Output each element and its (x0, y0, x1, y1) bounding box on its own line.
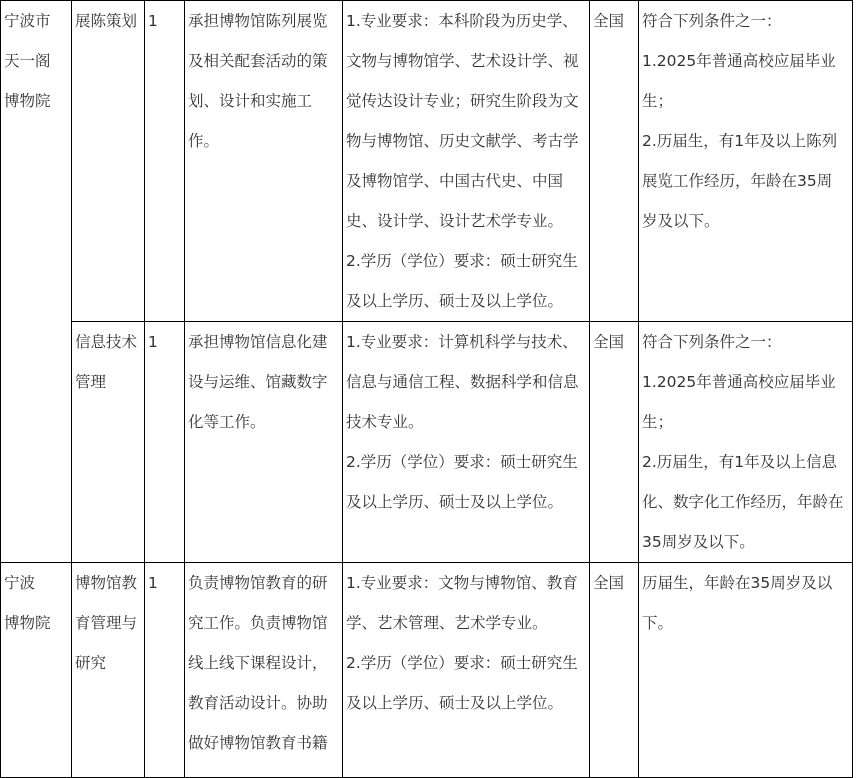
table-row (1, 322, 853, 563)
condition-cell: 历届生，年龄在35周岁及以 下。 (639, 563, 853, 778)
condition-cell: 符合下列条件之一： 1.2025年普通高校应届毕业 生； 2.历届生，有1年及以上陈列 展览工作经历，年龄在35周 岁及以下。 (639, 1, 853, 322)
requirement-cell: 1.专业要求：本科阶段为历史学、 文物与博物馆学、艺术设计学、视 觉传达设计专业；研究生阶段为文 物与博物馆、历史文献学、考古学 及博物馆学、中国古代史、中国 史、设计学、设计艺术学专业。 2.学历（学位）要求：硕士研究生 及以上学历、硕士及以上学位。 (343, 1, 590, 322)
count-cell: 1 (145, 322, 185, 563)
count-cell: 1 (145, 563, 185, 778)
position-cell: 博物馆教 育管理与 研究 (72, 563, 145, 778)
position-cell: 展陈策划 (72, 1, 145, 322)
requirement-cell: 1.专业要求：文物与博物馆、教育 学、艺术管理、艺术学专业。 2.学历（学位）要求：硕士研究生 及以上学历、硕士及以上学位。 (343, 563, 590, 778)
duty-cell: 承担博物馆信息化建 设与运维、馆藏数字 化等工作。 (185, 322, 343, 563)
scope-cell: 全国 (590, 563, 639, 778)
duty-cell: 负责博物馆教育的研 究工作。负责博物馆 线上线下课程设计， 教育活动设计。协助 做好博物馆教育书籍 (185, 563, 343, 778)
requirement-cell: 1.专业要求：计算机科学与技术、 信息与通信工程、数据科学和信息 技术专业。 2.学历（学位）要求：硕士研究生 及以上学历、硕士及以上学位。 (343, 322, 590, 563)
table-row (1, 563, 853, 778)
unit-cell: 宁波 博物院 (1, 563, 72, 778)
unit-cell: 宁波市 天一阁 博物院 (1, 1, 72, 563)
count-cell: 1 (145, 1, 185, 322)
condition-cell: 符合下列条件之一： 1.2025年普通高校应届毕业 生； 2.历届生，有1年及以上信息 化、数字化工作经历，年龄在 35周岁及以下。 (639, 322, 853, 563)
duty-cell: 承担博物馆陈列展览 及相关配套活动的策 划、设计和实施工 作。 (185, 1, 343, 322)
scope-cell: 全国 (590, 1, 639, 322)
table-row (1, 1, 853, 322)
scope-cell: 全国 (590, 322, 639, 563)
position-cell: 信息技术 管理 (72, 322, 145, 563)
